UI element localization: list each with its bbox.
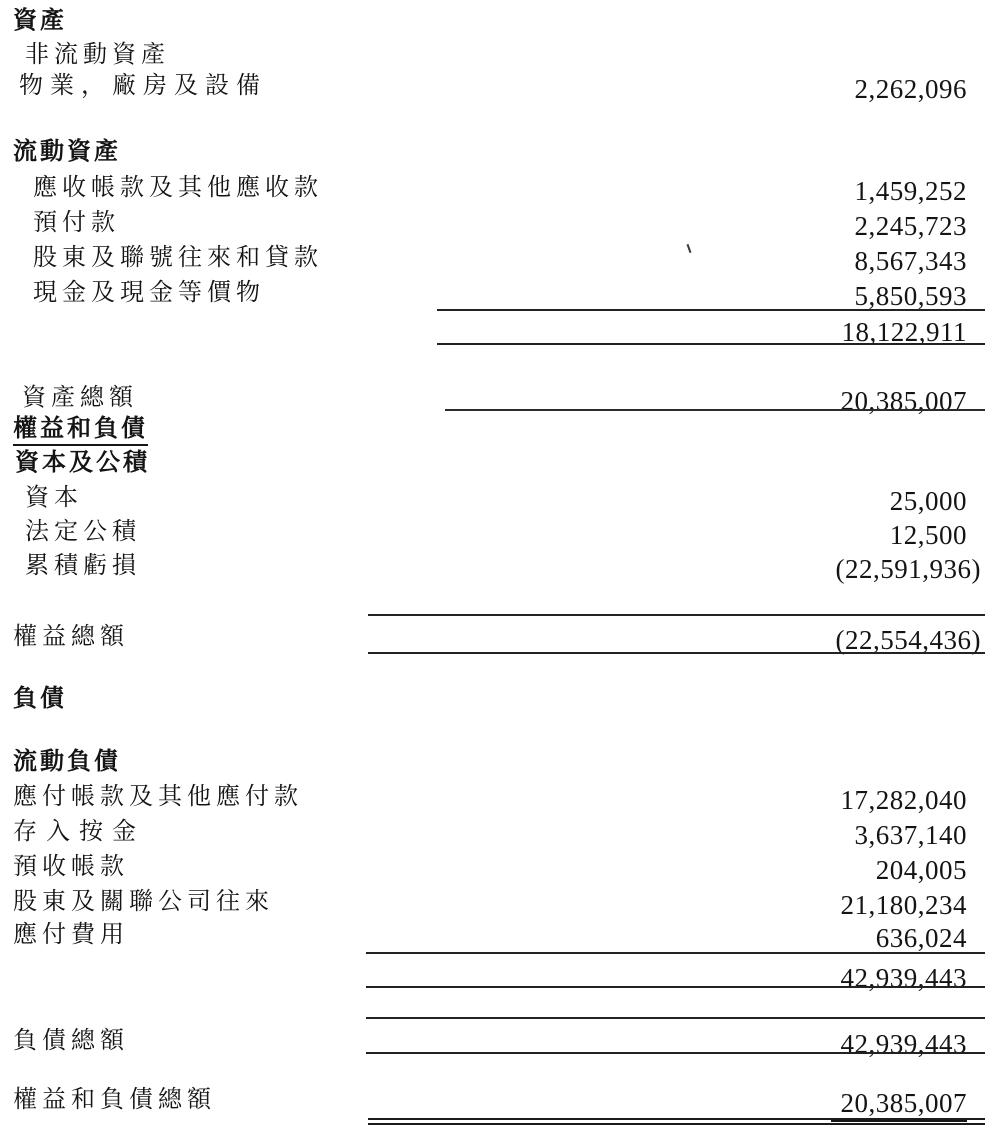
table-row	[0, 385, 995, 416]
cash-label: 現金及現金等價物	[33, 280, 265, 306]
cash-value: 5,850,593	[854, 281, 967, 311]
deposits-received-value: 3,637,140	[854, 820, 967, 850]
table-row	[0, 922, 995, 953]
total-assets-label: 資產總額	[22, 385, 138, 411]
deposits-received-label: 存入按金	[13, 819, 145, 845]
capital-reserves-section	[0, 451, 995, 476]
ppe-label: 物業，廠房及設備	[19, 73, 267, 99]
table-row	[0, 553, 995, 584]
total-assets-rule	[445, 409, 985, 411]
current-assets-title: 流動資產	[13, 139, 121, 165]
due-from-shareholders-label: 股東及聯號往來和貸款	[33, 245, 323, 271]
total-equity-label: 權益總額	[13, 624, 129, 650]
receivables-label: 應收帳款及其他應收款	[33, 175, 323, 201]
accrued-expenses-value: 636,024	[875, 923, 967, 953]
table-row	[0, 210, 995, 241]
subtotal-rule-bottom	[437, 343, 985, 345]
equity-total-rule-top	[368, 614, 985, 616]
table-row	[0, 485, 995, 516]
prepayments-value: 2,245,723	[854, 211, 967, 241]
accumulated-losses-value: (22,591,936)	[835, 554, 981, 584]
total-liabilities-rule-top	[366, 1017, 985, 1019]
total-equity-value: (22,554,436)	[835, 625, 981, 655]
liabilities-section	[0, 687, 995, 712]
noncurrent-assets-title: 非流動資產	[25, 42, 170, 68]
receivables-value: 1,459,252	[854, 176, 967, 206]
current-assets-subtotal: 18,122,911	[841, 317, 967, 347]
due-to-shareholders-value: 21,180,234	[840, 890, 967, 920]
due-to-shareholders-label: 股東及關聯公司往來	[13, 889, 274, 915]
equity-liabilities-section	[0, 417, 995, 446]
capital-reserves-title: 資本及公積	[15, 450, 150, 476]
total-equity-liabilities-label: 權益和負債總額	[13, 1087, 216, 1113]
liabilities-subtotal-rule-bottom	[366, 986, 985, 988]
capital-label: 資本	[25, 485, 83, 511]
total-equity-liabilities-value: 20,385,007	[831, 1089, 968, 1122]
total-liabilities-rule-bottom	[366, 1052, 985, 1054]
grand-total-double-rule	[368, 1118, 985, 1125]
statutory-reserve-value: 12,500	[889, 520, 967, 550]
payables-label: 應付帳款及其他應付款	[13, 784, 303, 810]
table-row	[0, 1087, 995, 1118]
ppe-value: 2,262,096	[854, 74, 967, 104]
table-row	[0, 624, 995, 655]
noncurrent-assets-section	[0, 43, 995, 68]
table-row	[0, 854, 995, 885]
equity-total-rule-bottom	[368, 652, 985, 654]
assets-title: 資產	[13, 8, 67, 34]
current-liabilities-section	[0, 750, 995, 775]
liabilities-title: 負債	[13, 686, 67, 712]
total-liabilities-label: 負債總額	[13, 1028, 129, 1054]
total-liabilities-value: 42,939,443	[840, 1029, 967, 1059]
prepayments-label: 預付款	[33, 210, 120, 236]
table-row	[0, 819, 995, 850]
table-row	[0, 1028, 995, 1059]
table-row	[0, 889, 995, 920]
table-row	[0, 245, 995, 276]
subtotal-rule-top	[437, 309, 985, 311]
assets-section	[0, 9, 995, 34]
table-row	[0, 280, 995, 311]
due-from-shareholders-value: 8,567,343	[854, 246, 967, 276]
table-row	[0, 73, 995, 104]
table-row	[0, 175, 995, 206]
equity-liabilities-title: 權益和負債	[13, 417, 148, 446]
current-assets-section	[0, 140, 995, 165]
capital-value: 25,000	[889, 486, 967, 516]
accumulated-losses-label: 累積虧損	[25, 553, 141, 579]
total-assets-value: 20,385,007	[840, 386, 967, 416]
table-row	[0, 784, 995, 815]
receipts-in-advance-value: 204,005	[875, 855, 967, 885]
current-liabilities-subtotal: 42,939,443	[840, 963, 967, 993]
liabilities-subtotal-rule-top	[366, 952, 985, 954]
receipts-in-advance-label: 預收帳款	[13, 854, 129, 880]
accrued-expenses-label: 應付費用	[13, 922, 129, 948]
payables-value: 17,282,040	[840, 785, 967, 815]
current-liabilities-title: 流動負債	[13, 749, 121, 775]
table-row	[0, 519, 995, 550]
statutory-reserve-label: 法定公積	[25, 519, 141, 545]
